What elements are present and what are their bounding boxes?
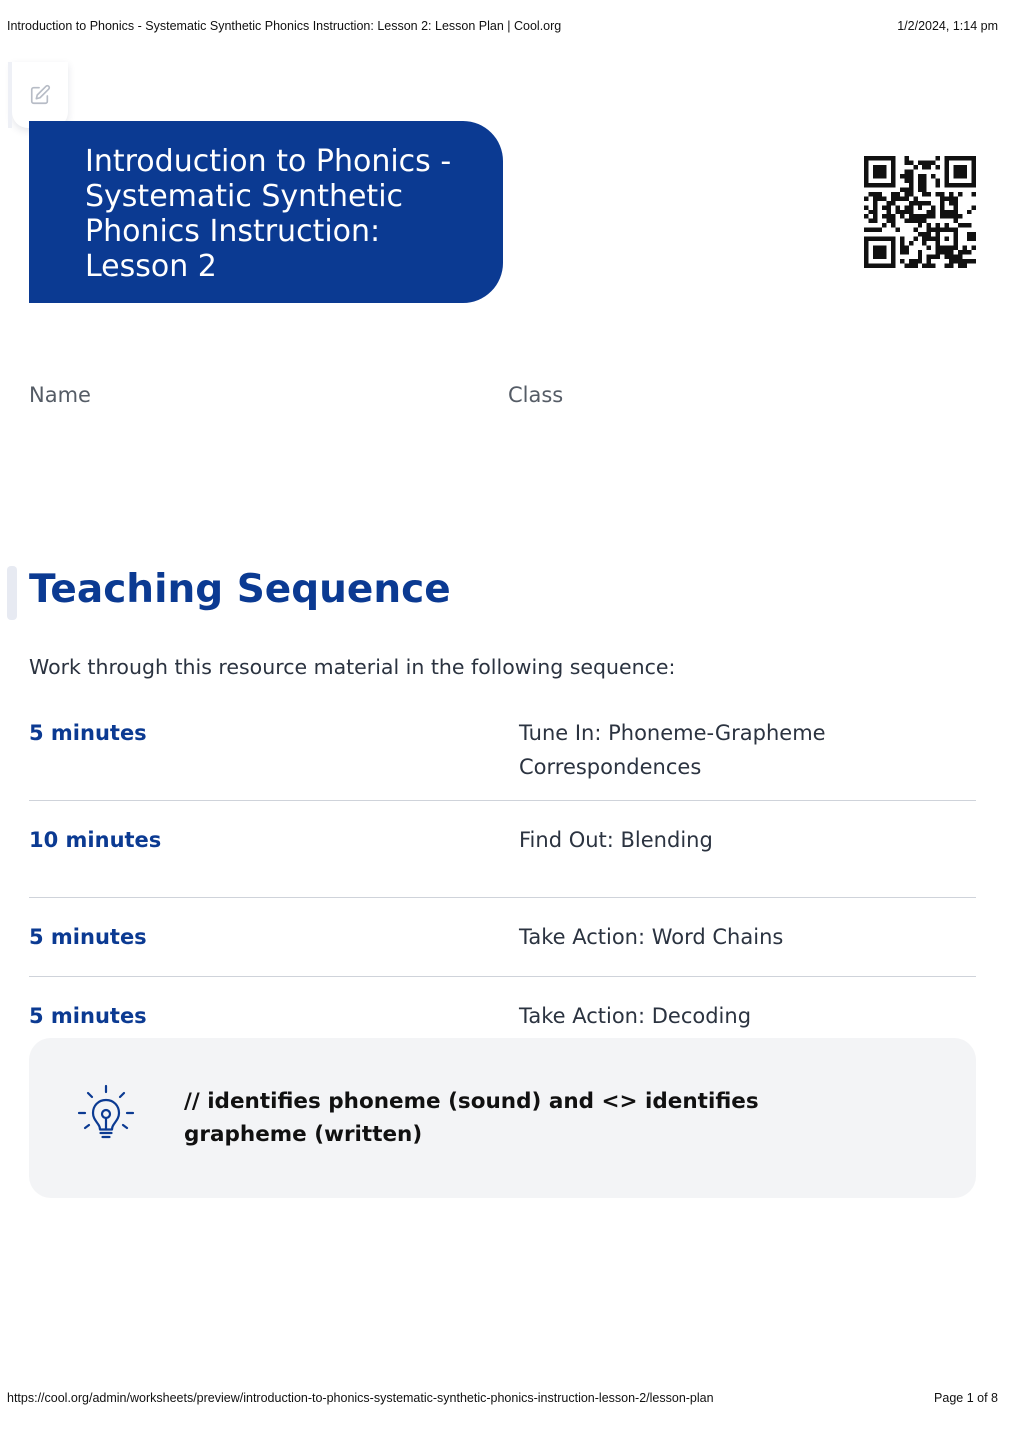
print-footer [7,1391,998,1405]
name-label: Name [29,383,91,407]
sequence-row [29,898,976,977]
sequence-row [29,801,976,898]
section-accent [7,566,17,620]
print-header-title: Introduction to Phonics - Systematic Synthetic Phonics Instruction: Lesson 2: Lesson Plan | Cool.org [7,19,562,33]
sequence-activity: Take Action: Decoding [519,1004,752,1028]
sequence-time: 5 minutes [29,1004,147,1028]
edit-icon [29,84,51,106]
title-banner [29,121,503,303]
sequence-time: 5 minutes [29,721,147,745]
print-header-datetime: 1/2/2024, 1:14 pm [897,19,998,33]
sequence-activity: Tune In: Phoneme-Grapheme Correspondences [519,721,826,779]
class-label: Class [508,383,564,407]
print-header [7,19,998,33]
page-url: https://cool.org/admin/worksheets/preview/introduction-to-phonics-systematic-synthetic-phonics-instruction-lesson-2/lesson-plan [7,1391,714,1405]
sequence-row [29,712,976,801]
sequence-intro: Work through this resource material in the following sequence: [29,655,676,679]
worksheet-title: Introduction to Phonics - Systematic Synthetic Phonics Instruction: Lesson 2 [85,144,452,284]
section-heading: Teaching Sequence [29,567,451,612]
sequence-activity: Find Out: Blending [519,828,713,852]
tip-text: // identifies phoneme (sound) and <> identifies grapheme (written) [184,1089,759,1147]
sequence-time: 10 minutes [29,828,162,852]
sequence-time: 5 minutes [29,925,147,949]
page-number: Page 1 of 8 [934,1391,998,1405]
edit-button[interactable] [12,62,68,128]
qr-code-icon [864,156,976,268]
tip-callout [29,1038,976,1198]
lightbulb-icon [73,1082,139,1148]
sequence-table [29,712,976,1055]
sequence-activity: Take Action: Word Chains [519,925,784,949]
